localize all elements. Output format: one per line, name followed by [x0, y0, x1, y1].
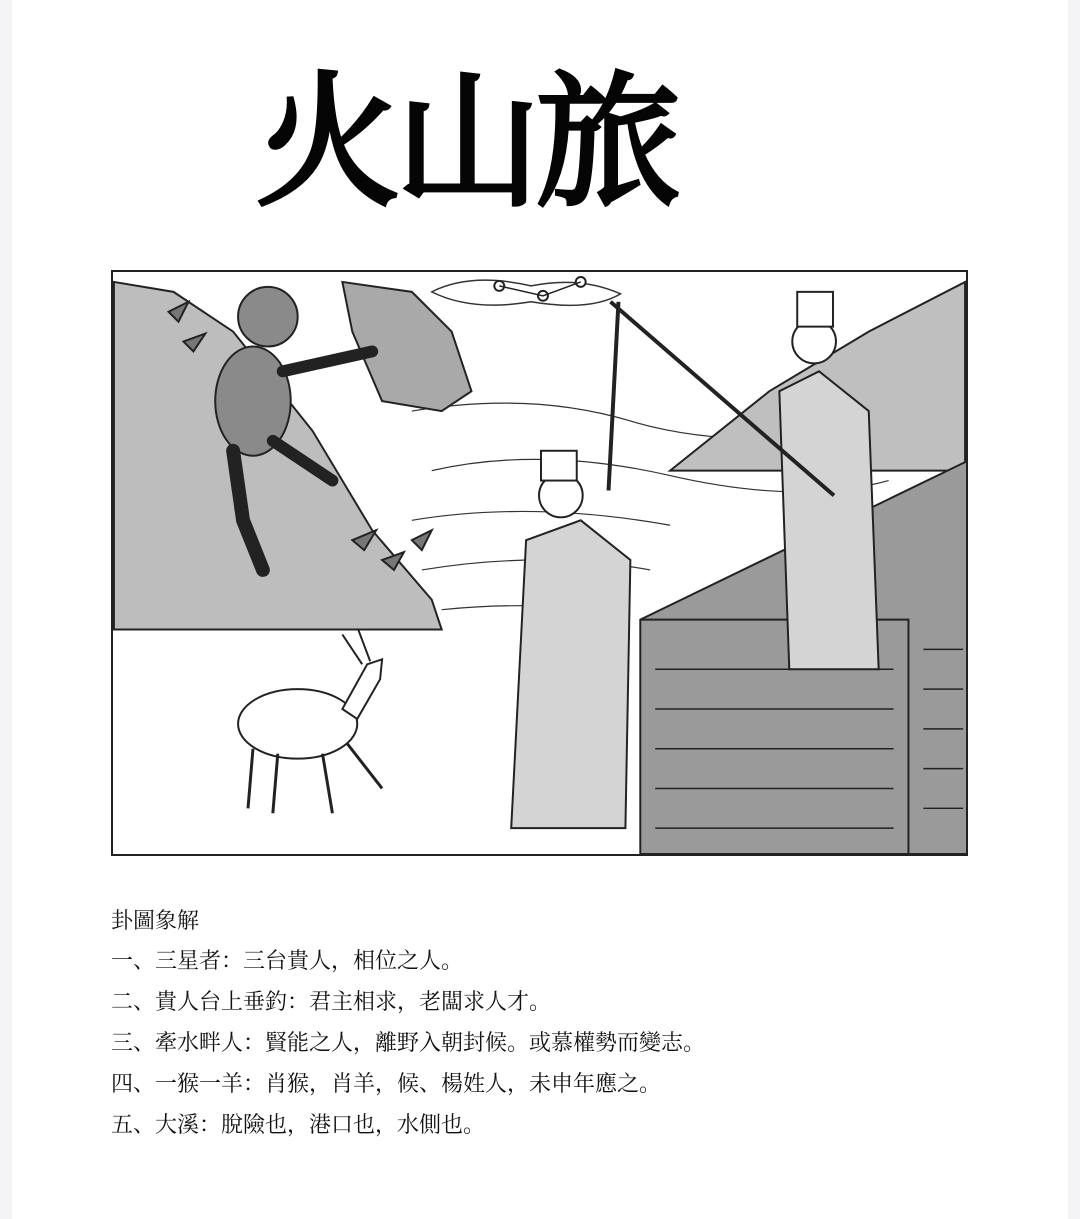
page-title: 火山旅	[255, 58, 675, 228]
legend-item: 四、一猴一羊：肖猴，肖羊，候、楊姓人，未申年應之。	[111, 1072, 662, 1097]
legend-item: 一、三星者：三台貴人，相位之人。	[111, 949, 464, 974]
hexagram-legend	[111, 903, 991, 1146]
legend-item: 二、貴人台上垂釣：君主相求，老闆求人才。	[111, 990, 552, 1015]
legend-heading: 卦圖象解	[111, 909, 200, 934]
legend-item: 三、牽水畔人：賢能之人，離野入朝封候。或慕權勢而變志。	[111, 1031, 706, 1056]
hexagram-illustration	[111, 270, 968, 856]
legend-item: 五、大溪：脫險也，港口也，水側也。	[111, 1113, 486, 1138]
